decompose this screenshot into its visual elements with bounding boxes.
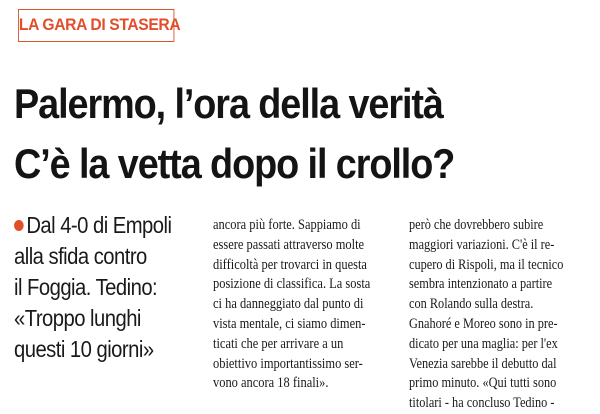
summary-box (14, 210, 214, 365)
summary-line-4: «Troppo lunghi (14, 305, 141, 331)
column-2-line: cupero di Rispoli, ma il tecnico (409, 256, 564, 273)
column-1-line: vista mentale, ci siamo dimen- (213, 315, 366, 332)
column-2-line: però che dovrebbero subire (409, 217, 544, 233)
headline-line-2: C’è la vetta dopo il crollo? (14, 140, 455, 187)
section-tag: LA GARA DI STASERA (18, 9, 174, 42)
summary-line-1-text: Dal 4-0 di Empoli (26, 212, 172, 238)
column-1-line: ancora più forte. Sappiamo di (213, 217, 361, 233)
column-2-line: primo minuto. «Qui tutti sono (409, 375, 557, 392)
summary-line-3: il Foggia. Tedino: (14, 274, 158, 300)
column-2-line: titolari - ha concluso Tedino - (409, 395, 555, 412)
column-2-line: Gnahoré e Moreo sono in pre- (409, 315, 558, 332)
column-2-line: dicato per una maglia: per l'ex (409, 335, 558, 352)
column-2-line: sembra intenzionato a partire (409, 276, 553, 293)
column-1-line: ticati che per arrivare a un (213, 335, 344, 352)
summary-line-5: questi 10 giorni» (14, 336, 154, 362)
column-1-line: difficoltà per trovarci in questa (213, 256, 367, 273)
column-2-line: con Rolando sulla destra. (409, 296, 534, 313)
headline-line-1: Palermo, l’ora della verità (14, 80, 443, 127)
column-2-line: maggiori variazioni. C'è il re- (409, 236, 555, 253)
column-1-line: ci ha danneggiato dal punto di (213, 296, 364, 313)
bullet-icon (14, 220, 24, 231)
summary-line-1 (14, 210, 190, 241)
column-1-line: posizione di classifica. La sosta (213, 276, 371, 293)
column-1-line: vono ancora 18 finali». (213, 375, 329, 392)
column-1-line: essere passati attraverso molte (213, 236, 365, 253)
column-2-line: Venezia sarebbe il debutto dal (409, 355, 557, 372)
column-1-line: obiettivo importantissimo ser- (213, 355, 363, 372)
summary-line-2: alla sfida contro (14, 243, 147, 269)
article-column-2 (409, 216, 589, 414)
article-column-1 (213, 216, 401, 394)
